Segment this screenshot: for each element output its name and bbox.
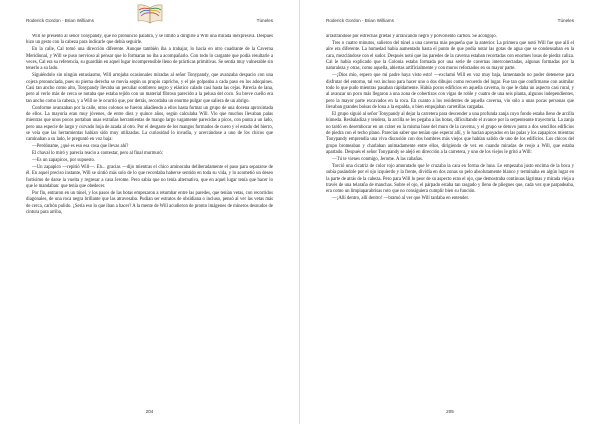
paragraph: El grupo siguió al señor Tonypandy al dejar la carretera para descender a una profunda zanja cuyo fondo estaba lleno de arcilla húmeda. Resbaladiza y tendera, la arcilla se les pegaba a las botas, dificultando el avance por la serpenteante trayectoria. La zanja no tardó en desembocar en un cráter en la misma base del muro de la caverna, y el grupo se detuvo junto a dos sencillos edificios de piedra con el techo plano. Parecían saber que tenían que esperar allí, y lo hacían apoyados en las palas y los zapapicos mientras Tonypandy emprendía una viva discusión con dos hombres más viejos que habían salido de uno de los edificios. Los chicos del grupo bromeaban y charlaban animadamente entre ellos, dirigiendo de vez en cuando miradas de reojo a Will, que estaba apartado. Después el señor Tonypandy se alejó en dirección a la carretera, y uno de los viejos le gritó a Will:: [326, 111, 574, 155]
right-page: [300, 0, 600, 424]
page-number: 205: [446, 409, 454, 414]
paragraph: —¡Allí dentro, allí dentro! —bramó al ver que Will tardaba en entender.: [332, 196, 470, 202]
running-header-author: Roderick Gordon - Brian Williams: [26, 18, 94, 23]
running-header-title: Túneles: [557, 18, 574, 23]
paragraph: —Es un zapapicos, por supuesto.: [32, 158, 96, 164]
paragraph: —¡Dios mío, espero que mi padre haya visto esto! —exclamó Will en voz muy baja, lamentando no poder detenerse para disfrutar del entorno, tal vez incluso para hacer uno o dos dibujos como recuerdo del lugar. Fue tan que confirmarse con asimilar todo lo que pudo mientras pasaban rápidamente. Había pocos edificios en aquella caverna, lo que le daba un aspecto casi rural, y al avanzar un poco más llegaron a una zona de cobertizos con vigas de roble y cuatro de una seis planta, algunos independientes, pero la mayor parte excavados en la roca. En cuanto a los residentes de aquella caverna, vio sólo a unas pocas personas que llevaban grandes bolsas de lona a la espalda, o bien empujaban carretillas cargadas.: [326, 73, 574, 110]
paragraph: Por fin, entraron en un túnel, y los pasos de las botas empezaron a retumbar entre las paredes, que tenían vetas, con recorridos diagonales, de una roca negra brillante que las atravesaba. Pudían ser estratos de obsidiana o incluso, pensó al ver las vetas más de cerca, carbón pulido. ¿Sería eso lo que iban a hacer? A la mente de Will acudieron de pronto imágenes de mineros desnudos de cintura para arriba,: [26, 191, 273, 216]
paragraph: Conforme avanzaban por la calle, otros colonos se fueron añadiendo a ellos hasta formar un grupo de una docena aproximada de ellos. La mayoría eran muy jóvenes, de entre diez y quince años, según calculaba Will. Vio que muchos llevaban palas mientras que unos pocos portaban unas extrañas herramientas de mango largo vagamente parecidas a picos, con punta a un lado, pero una especie de largo y curvado hoja de azada al otro. Por el desgaste de los mangos formados de cuero y el estado del hierro, se veía que las herramientas habían sido muy utilizadas. La curiosidad lo invadía, y acercándose a uno de los chicos que caminaban a su lado, le preguntó en voz baja:: [26, 105, 273, 143]
paragraph: En la calle, Cal tomó una dirección diferente. Aunque también iba a trabajar, lo hacía en otro cuadrante de la Caverna Meridional, y Will se puso nervioso al pensar que lo formaran no iba a acompañarlo. Con todo lo cargante que podía resultarle a veces, Cal era su referencia, su guardián en aquel lugar incomprensible lleno de prácticas primitivas. Se sentía muy vulnerable sin tenerlo a su lado.: [26, 47, 273, 72]
paragraph: Torció una cicatriz de color rojo amoratado que le cruzaba la cara en forma de luna. Le empezaba justo encima de la boca y subía pasándole por el ojo izquierdo y la frente, dividía en dos zonas su pelo absolutamente blanco y terminaba en algún lugar en la parte de atrás de la cabeza. Pero para Will lo peor de su aspecto eran el ojo, que demostraba continuas lágrimas y mirada vieja a través de una telaraña de manchas. Sobre el ojo, el párpado estaba tan rasgado y lleno de pliegues que, cada vez que parpadeaba, era como un limpiaparabrisas roto que no consiguiera cumplir bien su función.: [326, 163, 574, 195]
paragraph: Will se presentó al señor Tonypandy, que no pronunció palabra, y se limitó a dirigirle a Will una mirada inexpresiva. Después hizo un gesto con la cabeza para indicarle que debía seguirle.: [26, 34, 273, 46]
open-book-logo-icon: [135, 3, 165, 27]
paragraph: Tres o cuatro minutos, salieron del túnel a una caverna más pequeña que la anterior. La primera que notó Will fue que allí el aire era diferente. La humedad había aumentado hasta el punto de que podía notar las gotas de agua que se condensaban en la cara, mezclándose con el sudor. Después notó que las paredes de la caverna estaban recortadas con enormes losas de piedra caliza. Cal le había explicado que la Colonia estaba formada por una serie de cavernas interconectadas, algunas formadas por la naturaleza y otras, como aquella, abiertas artificialmente y con muros reforzados en su mayor parte.: [326, 40, 574, 72]
paragraph: arrastrándose por estrechas grietas y arrancando negro y polvoriento carbón. Se acongojó.: [326, 34, 497, 39]
paragraph: El chaval lo miró y parecía reacio a contestar, pero al final murmuró:: [32, 151, 164, 157]
paragraph: —Perdóname, ¿qué es eso esa cosa que llevas ahí?: [32, 144, 129, 150]
running-header-title: Túneles: [256, 18, 273, 23]
left-page-text: [26, 34, 273, 402]
right-page-text: [326, 34, 574, 402]
page-number: 204: [145, 409, 154, 414]
running-header-author: Roderick Gordon - Brian Williams: [326, 18, 394, 23]
paragraph: Siguiéndolo sin ningún entusiasmo, Will arrojaba ocasionales miradas al señor Tonypandy, que avanzaba despacio con una cojera pronunciada, pues su pierna derecha se movía según su propio capricho, y el pie golpeaba a cada paso en los adoquines. Casi tan ancho como alto, Tonypandy llevaba un peculiar sombrero negro y elástico calado casi hasta las cejas. Parecía de lana, pero al verlo más de cerca se notaba que estaba tejido con un material fibroso parecido a la pelusa del coco. Su breve cuello era tan ancho como la cabeza, y a Will se le ocurrió que, por detrás, recordaba un enorme pulgar que saliera de un abrigo.: [26, 73, 273, 104]
paragraph: —Un zapapico —repitió Will—. Eh... gracias —dijo mientras el chico aminoraba deliberadamente el paso para separarse de él. En aquel preciso instante, Will se sintió más solo de lo que recordaba haberse sentido en toda su vida, y lo acometió un deseo fortísimo de darse la vuelta y regresar a casa Jerome. Pero sabía que no tenía alternativa, que en aquel lugar tenía que hacer lo que le mandaban: que tenía que obedecer.: [26, 165, 273, 190]
paragraph: —Tú te vienes conmigo, Jerome. A las cabañas.: [332, 156, 424, 162]
